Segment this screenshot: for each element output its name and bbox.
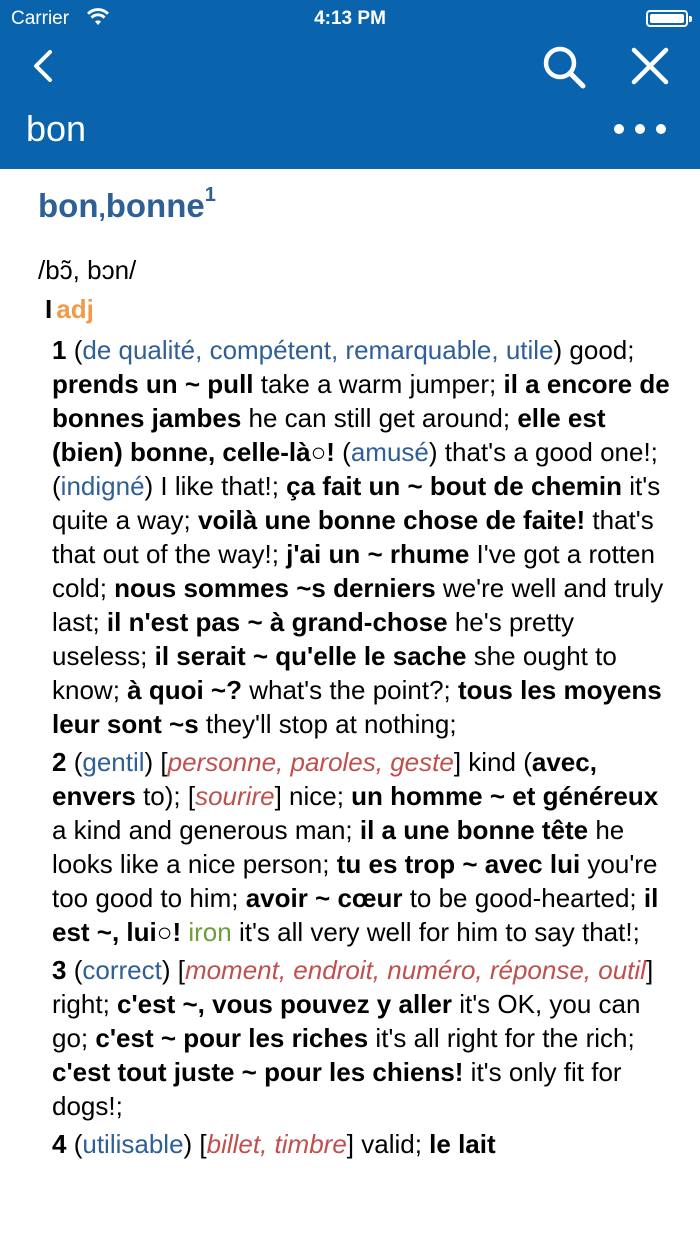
translation-text: you're too good to him; [52,849,658,913]
headphrase: il serait ~ qu'elle le sache [154,641,467,671]
headphrase: avec, envers [52,747,597,811]
translation-text: it's quite a way; [52,471,661,535]
headword-feminine: bonne [105,187,205,224]
translation-text: ( [73,955,83,985]
pronunciation: /bɔ̃, bɔn/ [38,255,137,285]
sense-indicator: correct [82,955,162,985]
sense-1 [52,333,674,741]
translation-text: ] valid; [346,1129,430,1159]
headword [38,184,216,225]
translation-text: it's OK, you can go; [52,989,641,1053]
more-options-icon[interactable] [612,114,668,144]
translation-text: she ought to know; [52,641,617,705]
translation-text: he looks like a nice person; [52,815,625,879]
headphrase: c'est tout juste ~ pour les chiens! [52,1057,464,1087]
translation-text: ] kind ( [453,747,532,777]
homograph-number: 1 [204,184,216,206]
translation-text: it's all right for the rich; [368,1023,635,1053]
headphrase: il est ~, lui○! [52,883,659,947]
translation-text: ] right; [52,955,654,1019]
headphrase: elle est (bien) bonne, celle-là○! [52,403,606,467]
roman-numeral: I [45,294,53,324]
nav-header [0,0,700,169]
headword-separator: , [98,193,106,223]
translation-text: he can still get around; [241,403,518,433]
translation-text: take a warm jumper; [253,369,504,399]
sense-indicator: amusé [350,437,429,467]
translation-text: ) [ [183,1129,207,1159]
translation-text: he's pretty useless; [52,607,574,671]
sense-indicator: de qualité, compétent, remarquable, utile [82,335,554,365]
sense-4 [52,1127,674,1161]
translation-text: I've got a rotten cold; [52,539,655,603]
pos-label: adj [56,294,94,324]
headphrase: avoir ~ cœur [245,883,403,913]
translation-text: that's that out of the way!; [52,505,654,569]
translation-text: we're well and truly last; [52,573,664,637]
collocate: moment, endroit, numéro, réponse, outil [184,955,646,985]
search-icon[interactable] [541,44,587,90]
translation-text: ] nice; [274,781,352,811]
translation-text: ( [73,1129,83,1159]
translation-text: to be good-hearted; [402,883,644,913]
sense-indicator: indigné [60,471,145,501]
collocate: billet, timbre [206,1129,347,1159]
translation-text: it's all very well for him to say that!; [231,917,640,947]
headphrase: 2 [52,747,74,777]
back-chevron-icon[interactable] [26,46,66,86]
headphrase: le lait [429,1129,496,1159]
headphrase: tu es trop ~ avec lui [336,849,581,879]
headphrase: à quoi ~? [127,675,242,705]
collocate: personne, paroles, geste [167,747,454,777]
translation-text: it's only fit for dogs!; [52,1057,622,1121]
translation-text: ( [334,437,351,467]
sense-2 [52,745,674,949]
translation-text: a kind and generous man; [52,815,360,845]
translation-text: to); [ [135,781,196,811]
translation-text: ) [ [144,747,168,777]
page-title: bon [26,108,87,149]
status-bar [0,0,700,36]
headphrase: un homme ~ et généreux [351,781,659,811]
part-of-speech [45,294,94,325]
collocate: sourire [195,781,275,811]
translation-text: ( [73,335,83,365]
headphrase: c'est ~, vous pouvez y aller [117,989,452,1019]
headword-masculine: bon [38,187,99,224]
sense-list [52,333,674,1165]
headphrase: 4 [52,1129,74,1159]
translation-text: ) I like that!; [144,471,287,501]
headphrase: 1 [52,335,74,365]
sense-3 [52,953,674,1123]
headphrase: 3 [52,955,74,985]
sense-indicator: utilisable [82,1129,184,1159]
headphrase: nous sommes ~s derniers [114,573,436,603]
headphrase: il a encore de bonnes jambes [52,369,670,433]
clock: 4:13 PM [314,8,386,29]
translation-text: what's the point?; [242,675,458,705]
translation-text: ) that's a good one!; ( [52,437,658,501]
headphrase: prends un ~ pull [52,369,254,399]
close-icon[interactable] [628,44,672,88]
register-label: iron [188,917,232,947]
headphrase: tous les moyens leur sont ~s [52,675,662,739]
translation-text: ) good; [553,335,635,365]
translation-text: they'll stop at nothing; [198,709,457,739]
headphrase: voilà une bonne chose de faite! [197,505,586,535]
headphrase: c'est ~ pour les riches [95,1023,369,1053]
headphrase: il a une bonne tête [359,815,589,845]
carrier-label: Carrier [11,8,70,29]
battery-icon [646,10,688,27]
translation-text: ( [73,747,83,777]
headphrase: ça fait un ~ bout de chemin [286,471,623,501]
entry-content[interactable] [0,169,700,1244]
sense-indicator: gentil [82,747,145,777]
headphrase: il n'est pas ~ à grand-chose [106,607,448,637]
translation-text: ) [ [161,955,185,985]
headphrase: j'ai un ~ rhume [286,539,470,569]
